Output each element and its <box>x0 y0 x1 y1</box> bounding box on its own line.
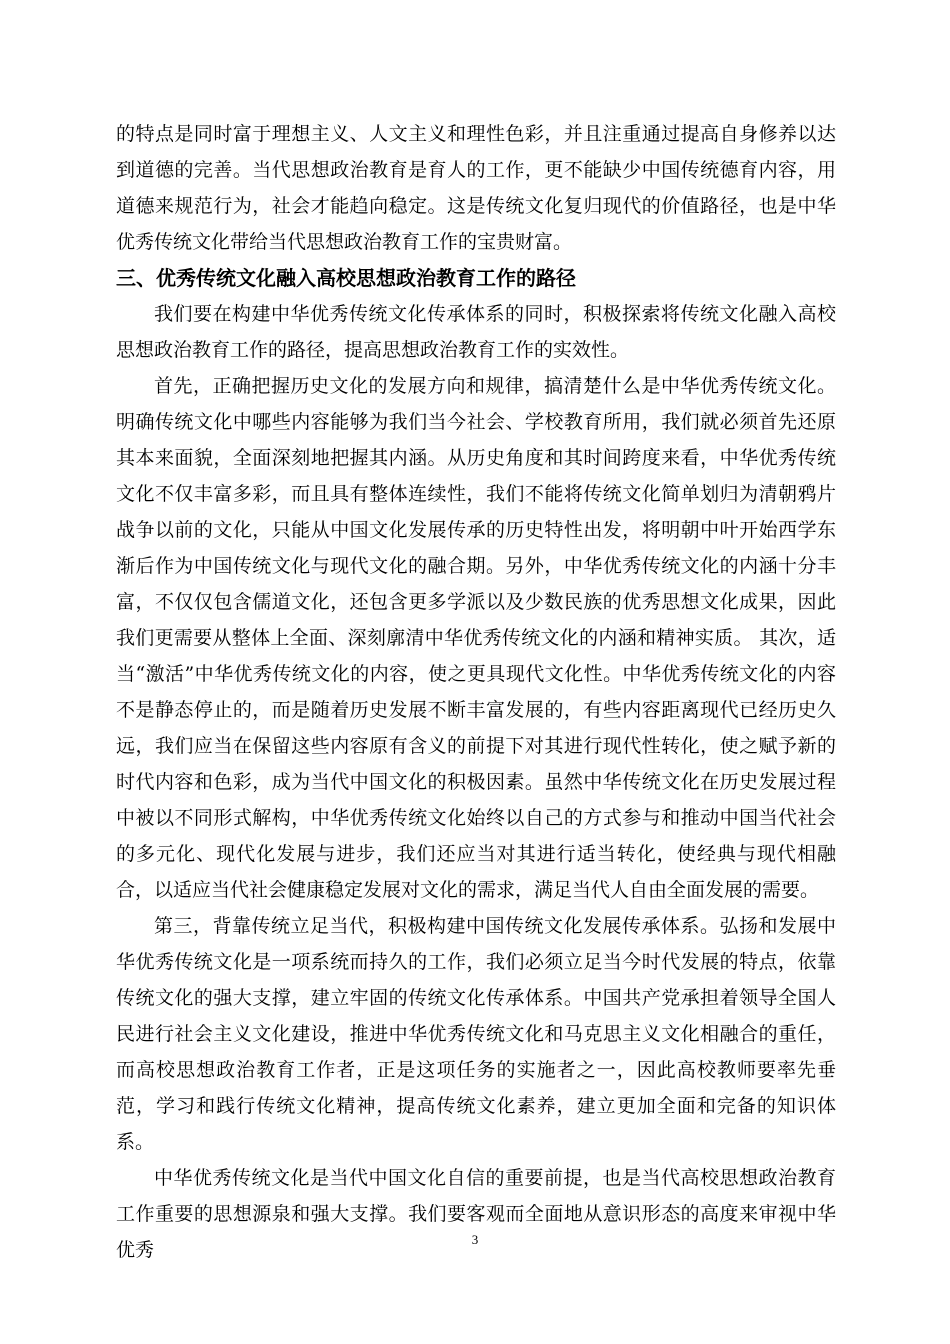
document-body <box>116 116 836 1268</box>
paragraph-continuation: 的特点是同时富于理想主义、人文主义和理性色彩，并且注重通过提高自身修养以达到道德的完善。当代思想政治教育是育人的工作，更不能缺少中国传统德育内容，用道德来规范行为，社会才能趋向稳定。这是传统文化复归现代的价值路径，也是中华优秀传统文化带给当代思想政治教育工作的宝贵财富。 <box>116 123 836 253</box>
paragraph-third: 第三，背靠传统立足当代，积极构建中国传统文化发展传承体系。弘扬和发展中华优秀传统文化是一项系统而持久的工作，我们必须立足当今时代发展的特点，依靠传统文化的强大支撑，建立牢固的传统文化传承体系。中国共产党承担着领导全国人民进行社会主义文化建设，推进中华优秀传统文化和马克思主义文化相融合的重任，而高校思想政治教育工作者，正是这项任务的实施者之一，因此高校教师要率先垂范，学习和践行传统文化精神，提高传统文化素养，建立更加全面和完备的知识体系。 <box>116 915 836 1153</box>
page-number: 3 <box>471 1232 479 1247</box>
paragraph-intro: 我们要在构建中华优秀传统文化传承体系的同时，积极探索将传统文化融入高校思想政治教育工作的路径，提高思想政治教育工作的实效性。 <box>116 303 836 361</box>
section-heading: 三、优秀传统文化融入高校思想政治教育工作的路径 <box>116 266 576 290</box>
paragraph-conclusion: 中华优秀传统文化是当代中国文化自信的重要前提，也是当代高校思想政治教育工作重要的思想源泉和强大支撑。我们要客观而全面地从意识形态的高度来审视中华优秀 <box>116 1167 836 1261</box>
paragraph-first-second: 首先，正确把握历史文化的发展方向和规律，搞清楚什么是中华优秀传统文化。明确传统文化中哪些内容能够为我们当今社会、学校教育所用，我们就必须首先还原其本来面貌，全面深刻地把握其内涵。从历史角度和其时间跨度来看，中华优秀传统文化不仅丰富多彩，而且具有整体连续性，我们不能将传统文化简单划归为清朝鸦片战争以前的文化，只能从中国文化发展传承的历史特性出发，将明朝中叶开始西学东渐后作为中国传统文化与现代文化的融合期。另外，中华优秀传统文化的内涵十分丰富，不仅仅包含儒道文化，还包含更多学派以及少数民族的优秀思想文化成果，因此我们更需要从整体上全面、深刻廓清中华优秀传统文化的内涵和精神实质。 其次，适当“激活”中华优秀传统文化的内容，使之更具现代文化性。中华优秀传统文化的内容不是静态停止的，而是随着历史发展不断丰富发展的，有些内容距离现代已经历史久远，我们应当在保留这些内容原有含义的前提下对其进行现代性转化，使之赋予新的时代内容和色彩，成为当代中国文化的积极因素。虽然中华传统文化在历史发展过程中被以不同形式解构，中华优秀传统文化始终以自己的方式参与和推动中国当代社会的多元化、现代化发展与进步，我们还应当对其进行适当转化，使经典与现代相融合，以适应当代社会健康稳定发展对文化的需求，满足当代人自由全面发展的需要。 <box>116 375 836 901</box>
